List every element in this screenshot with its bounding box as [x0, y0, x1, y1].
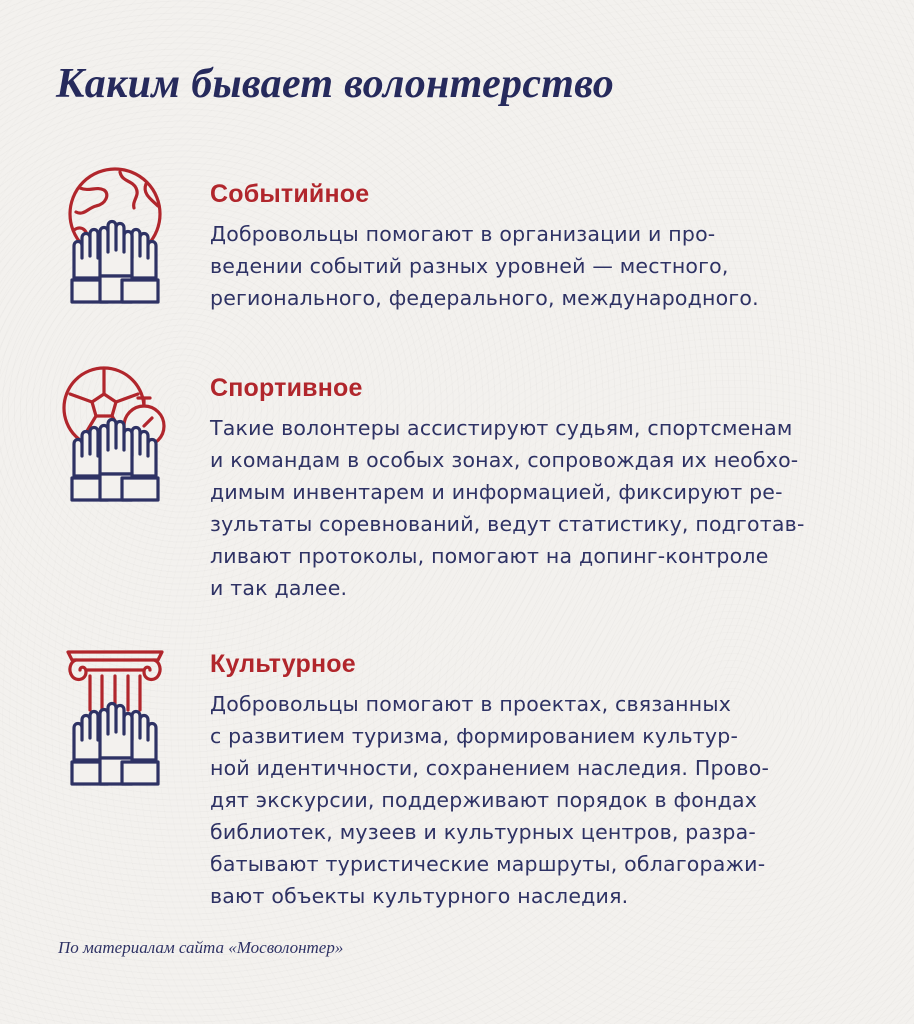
globe-hands-icon	[60, 166, 170, 306]
section-text-line: ливают протоколы, помогают на допинг-контроле	[210, 544, 769, 568]
section-text-line: дят экскурсии, поддерживают порядок в фондах	[210, 788, 758, 812]
section-text-line: и так далее.	[210, 576, 348, 600]
section-text-line: Такие волонтеры ассистируют судьям, спортсменам	[210, 416, 793, 440]
section-heading: Культурное	[210, 650, 356, 678]
section-text-line: зультаты соревнований, ведут статистику, подготав-	[210, 512, 805, 536]
section-text-line: и командам в особых зонах, сопровождая их необхо-	[210, 448, 799, 472]
section-text-line: Добровольцы помогают в организации и про-	[210, 222, 716, 246]
section-text-line: батывают туристические маршруты, облагоражи-	[210, 852, 766, 876]
section-text-line: димым инвентарем и информацией, фиксируют ре-	[210, 480, 783, 504]
section-text-line: ной идентичности, сохранением наследия. Прово-	[210, 756, 770, 780]
page-title: Каким бывает волонтерство	[56, 61, 615, 107]
column-hands-icon	[60, 648, 170, 788]
section-text-line: Добровольцы помогают в проектах, связанных	[210, 692, 732, 716]
source-credit: По материалам сайта «Мосволонтер»	[58, 938, 344, 957]
section-text-line: регионального, федерального, международного.	[210, 286, 759, 310]
section-text-line: с развитием туризма, формированием культур-	[210, 724, 739, 748]
section-text-line: ведении событий разных уровней — местного,	[210, 254, 729, 278]
section-heading: Событийное	[210, 180, 370, 208]
section-heading: Спортивное	[210, 374, 363, 402]
section-text-line: библиотек, музеев и культурных центров, разра-	[210, 820, 756, 844]
ball-stopwatch-hands-icon	[60, 364, 170, 504]
section-text-line: вают объекты культурного наследия.	[210, 884, 629, 908]
